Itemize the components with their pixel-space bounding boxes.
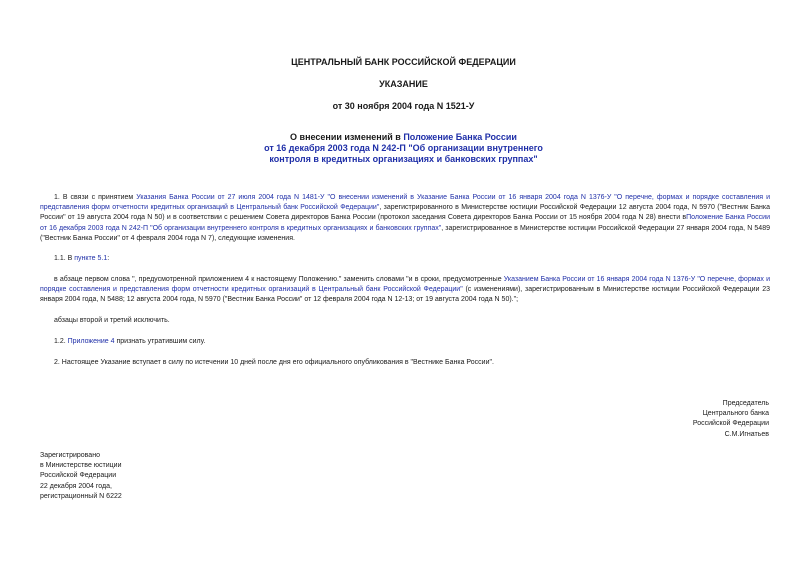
paragraph-1 [40, 193, 770, 244]
p11a-text2: (с изменениями), зарегистрированным в Министерстве юстиции Российской Федерации 23 января 2004 года, N 5488; 12 августа 2004 года, N 5970 ("Вестник Банка России" от 12 февраля 2004 года N 12-13; от 19 августа 2004 года N 50)."; [40, 286, 770, 304]
subject-line2: от 16 декабря 2003 года N 242-П "Об организации внутреннего [264, 143, 543, 153]
subject-line3: контроля в кредитных организациях и банковских группах" [269, 154, 538, 164]
registration-line3: Российской Федерации [40, 472, 117, 480]
p11-text1: 1.1. В [54, 255, 75, 262]
p11a-text1: в абзаце первом слова ", предусмотренной приложением 4 к настоящему Положению." заменить словами "и в сроки, предусмотренные [54, 276, 504, 283]
document-type: УКАЗАНИЕ [379, 79, 428, 89]
link-appendix-4[interactable]: Приложение 4 [67, 338, 115, 345]
subject-link[interactable]: Положение Банка России [403, 132, 517, 142]
signature-name: С.М.Игнатьев [724, 430, 769, 438]
p1-text2: , зарегистрированного в Министерстве юстиции Российской Федерации 12 августа 2004 года, N 5970 ("Вестник Банка России" от 19 августа 2004 года N 50) и в соответствии с решением Совета директоров Банка России (протокол заседания Совета директоров Банка России от 15 ноября 2004 года N 28) внести в [40, 204, 770, 222]
registration-line5: регистрационный N 6222 [40, 492, 122, 500]
bank-name: ЦЕНТРАЛЬНЫЙ БАНК РОССИЙСКОЙ ФЕДЕРАЦИИ [291, 57, 516, 67]
subject-prefix: О внесении изменений в [290, 132, 404, 142]
registration-block [40, 451, 122, 502]
link-regulation-242[interactable]: Положение Банка России от 16 декабря 2003 года N 242-П "Об организации внутреннего контроля в кредитных организациях и банковских группах" [40, 214, 771, 232]
signature-block [693, 399, 769, 440]
paragraph-1-1-a [40, 275, 770, 306]
document-date: от 30 ноября 2004 года N 1521-У [332, 101, 475, 111]
registration-line1: Зарегистрировано [40, 452, 100, 459]
p1-text3: , зарегистрированное в Министерстве юстиции Российской Федерации 27 января 2004 года, N 5489 ("Вестник Банка России" от 4 февраля 2004 года N 7), следующие изменения. [40, 224, 770, 242]
signature-title: Председатель [722, 400, 769, 407]
subject-line1 [0, 132, 807, 143]
link-clause-5-1[interactable]: пункте 5.1 [74, 255, 108, 262]
registration-line2: в Министерстве юстиции [40, 462, 122, 470]
signature-org: Центрального банка [702, 410, 769, 418]
p11-text2: : [107, 255, 110, 262]
p12-text2: признать утратившим силу. [114, 338, 206, 345]
paragraph-1-2 [40, 337, 770, 347]
link-decree-1481[interactable]: Указания Банка России от 27 июля 2004 года N 1481-У "О внесении изменений в Указание Банка России от 16 января 2004 года N 1376-У "О перечне, формах и порядке составления и представления форм отчетности кредитных организаций в Центральный банк Российской Федерации" [40, 194, 771, 212]
link-decree-1376[interactable]: Указанием Банка России от 16 января 2004 года N 1376-У "О перечне, формах и порядке составления и представления форм отчетности кредитных организаций в Центральный банк Российской Федерации" [40, 276, 771, 294]
paragraph-1-1 [40, 254, 770, 264]
paragraph-2: 2. Настоящее Указание вступает в силу по истечении 10 дней после дня его официального опубликования в "Вестнике Банка России". [54, 359, 494, 366]
p12-text1: 1.2. [54, 338, 68, 345]
p1-text1: 1. В связи с принятием [54, 194, 137, 201]
paragraph-1-1-b: абзацы второй и третий исключить. [54, 317, 170, 324]
signature-country: Российской Федерации [692, 420, 769, 428]
registration-line4: 22 декабря 2004 года, [40, 482, 112, 490]
